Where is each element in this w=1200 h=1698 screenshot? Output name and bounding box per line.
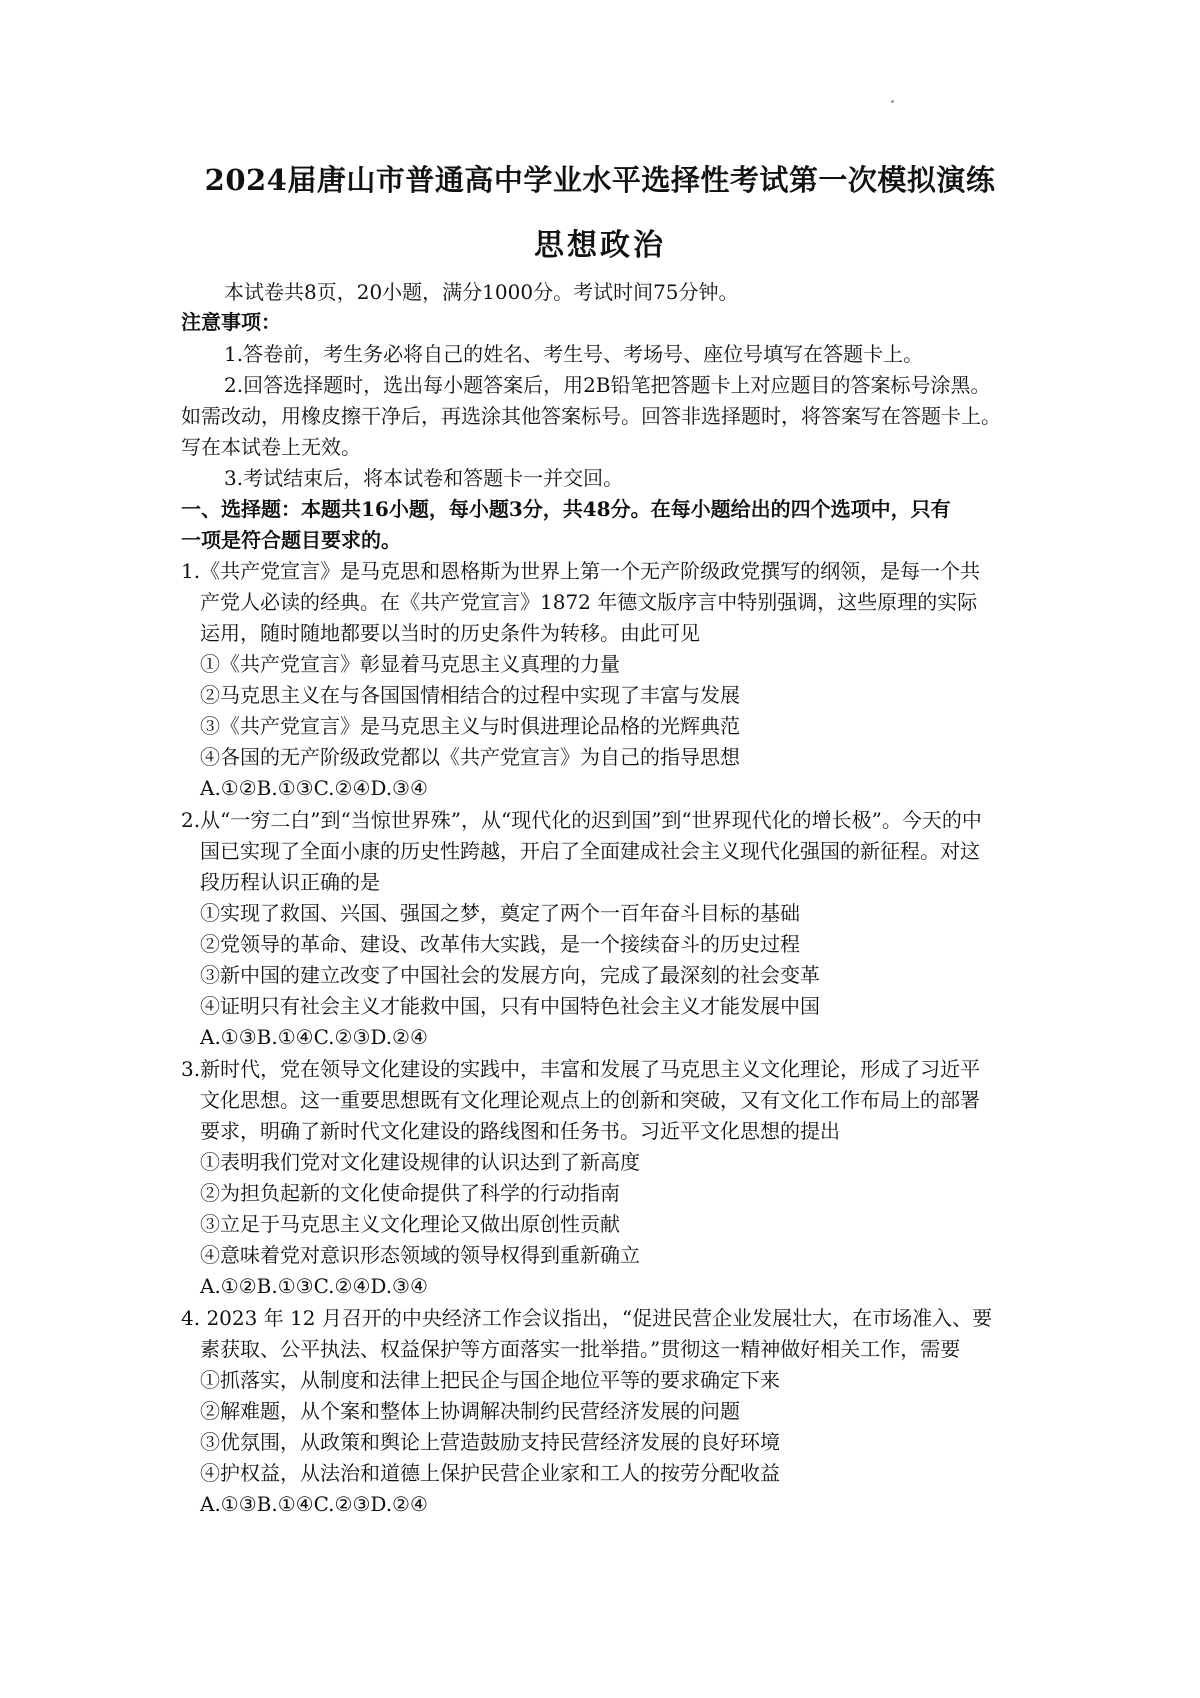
exam-title: 2024届唐山市普通高中学业水平选择性考试第一次模拟演练	[204, 163, 996, 197]
question-option: ③《共产党宣言》是马克思主义与时俱进理论品格的光辉典范	[200, 714, 740, 738]
question-option: ④证明只有社会主义才能救中国，只有中国特色社会主义才能发展中国	[200, 994, 820, 1018]
question-stem: 段历程认识正确的是	[200, 870, 380, 894]
answer-choices: A.①②B.①③C.②④D.③④	[200, 776, 428, 800]
question-stem: 4. 2023 年 12 月召开的中央经济工作会议指出，“促进民营企业发展壮大，在市场准入、要	[181, 1306, 993, 1330]
question-option: ②马克思主义在与各国国情相结合的过程中实现了丰富与发展	[200, 683, 740, 707]
question-option: ①实现了救国、兴国、强国之梦，奠定了两个一百年奋斗目标的基础	[200, 901, 800, 925]
question-option: ②为担负起新的文化使命提供了科学的行动指南	[200, 1181, 620, 1205]
note-item: 如需改动，用橡皮擦干净后，再选涂其他答案标号。回答非选择题时，将答案写在答题卡上。	[181, 404, 1001, 428]
question-option: ①《共产党宣言》彰显着马克思主义真理的力量	[200, 652, 620, 676]
question-option: ①抓落实，从制度和法律上把民企与国企地位平等的要求确定下来	[200, 1368, 780, 1392]
question-option: ③新中国的建立改变了中国社会的发展方向，完成了最深刻的社会变革	[200, 963, 820, 987]
section-heading: 一、选择题：本题共16小题，每小题3分，共48分。在每小题给出的四个选项中，只有	[181, 497, 951, 521]
question-stem: 素获取、公平执法、权益保护等方面落实一批举措。”贯彻这一精神做好相关工作，需要	[200, 1337, 961, 1361]
speck-mark	[891, 100, 894, 103]
question-stem: 产党人必读的经典。在《共产党宣言》1872 年德文版序言中特别强调，这些原理的实际	[200, 590, 978, 614]
note-item: 1.答卷前，考生务必将自己的姓名、考生号、考场号、座位号填写在答题卡上。	[224, 342, 924, 366]
question-stem: 国已实现了全面小康的历史性跨越，开启了全面建成社会主义现代化强国的新征程。对这	[200, 839, 980, 863]
answer-choices: A.①③B.①④C.②③D.②④	[200, 1025, 428, 1049]
question-stem: 要求，明确了新时代文化建设的路线图和任务书。习近平文化思想的提出	[200, 1119, 840, 1143]
section-heading-cont: 一项是符合题目要求的。	[181, 528, 401, 552]
question-stem: 3.新时代，党在领导文化建设的实践中，丰富和发展了马克思主义文化理论，形成了习近平	[181, 1057, 981, 1081]
answer-choices: A.①③B.①④C.②③D.②④	[200, 1492, 428, 1516]
question-stem: 1.《共产党宣言》是马克思和恩格斯为世界上第一个无产阶级政党撰写的纲领，是每一个共	[181, 559, 981, 583]
question-option: ③优氛围，从政策和舆论上营造鼓励支持民营经济发展的良好环境	[200, 1430, 780, 1454]
notes-heading: 注意事项：	[181, 310, 281, 334]
question-option: ④各国的无产阶级政党都以《共产党宣言》为自己的指导思想	[200, 745, 740, 769]
question-stem: 2.从“一穷二白”到“当惊世界殊”，从“现代化的迟到国”到“世界现代化的增长极”。今天的中	[181, 808, 982, 832]
question-stem: 运用，随时随地都要以当时的历史条件为转移。由此可见	[200, 621, 700, 645]
answer-choices: A.①②B.①③C.②④D.③④	[200, 1274, 428, 1298]
note-item: 写在本试卷上无效。	[181, 435, 361, 459]
question-option: ②党领导的革命、建设、改革伟大实践，是一个接续奋斗的历史过程	[200, 932, 800, 956]
question-option: ③立足于马克思主义文化理论又做出原创性贡献	[200, 1212, 620, 1236]
intro-text: 本试卷共8页，20小题，满分1000分。考试时间75分钟。	[224, 280, 739, 304]
note-item: 3.考试结束后，将本试卷和答题卡一并交回。	[224, 466, 624, 490]
question-stem: 文化思想。这一重要思想既有文化理论观点上的创新和突破，又有文化工作布局上的部署	[200, 1088, 980, 1112]
question-option: ④护权益，从法治和道德上保护民营企业家和工人的按劳分配收益	[200, 1461, 780, 1485]
subject-title: 思想政治	[534, 228, 666, 263]
question-option: ②解难题，从个案和整体上协调解决制约民营经济发展的问题	[200, 1399, 740, 1423]
note-item: 2.回答选择题时，选出每小题答案后，用2B铅笔把答题卡上对应题目的答案标号涂黑。	[224, 373, 991, 397]
question-option: ④意味着党对意识形态领域的领导权得到重新确立	[200, 1243, 640, 1267]
question-option: ①表明我们党对文化建设规律的认识达到了新高度	[200, 1150, 640, 1174]
